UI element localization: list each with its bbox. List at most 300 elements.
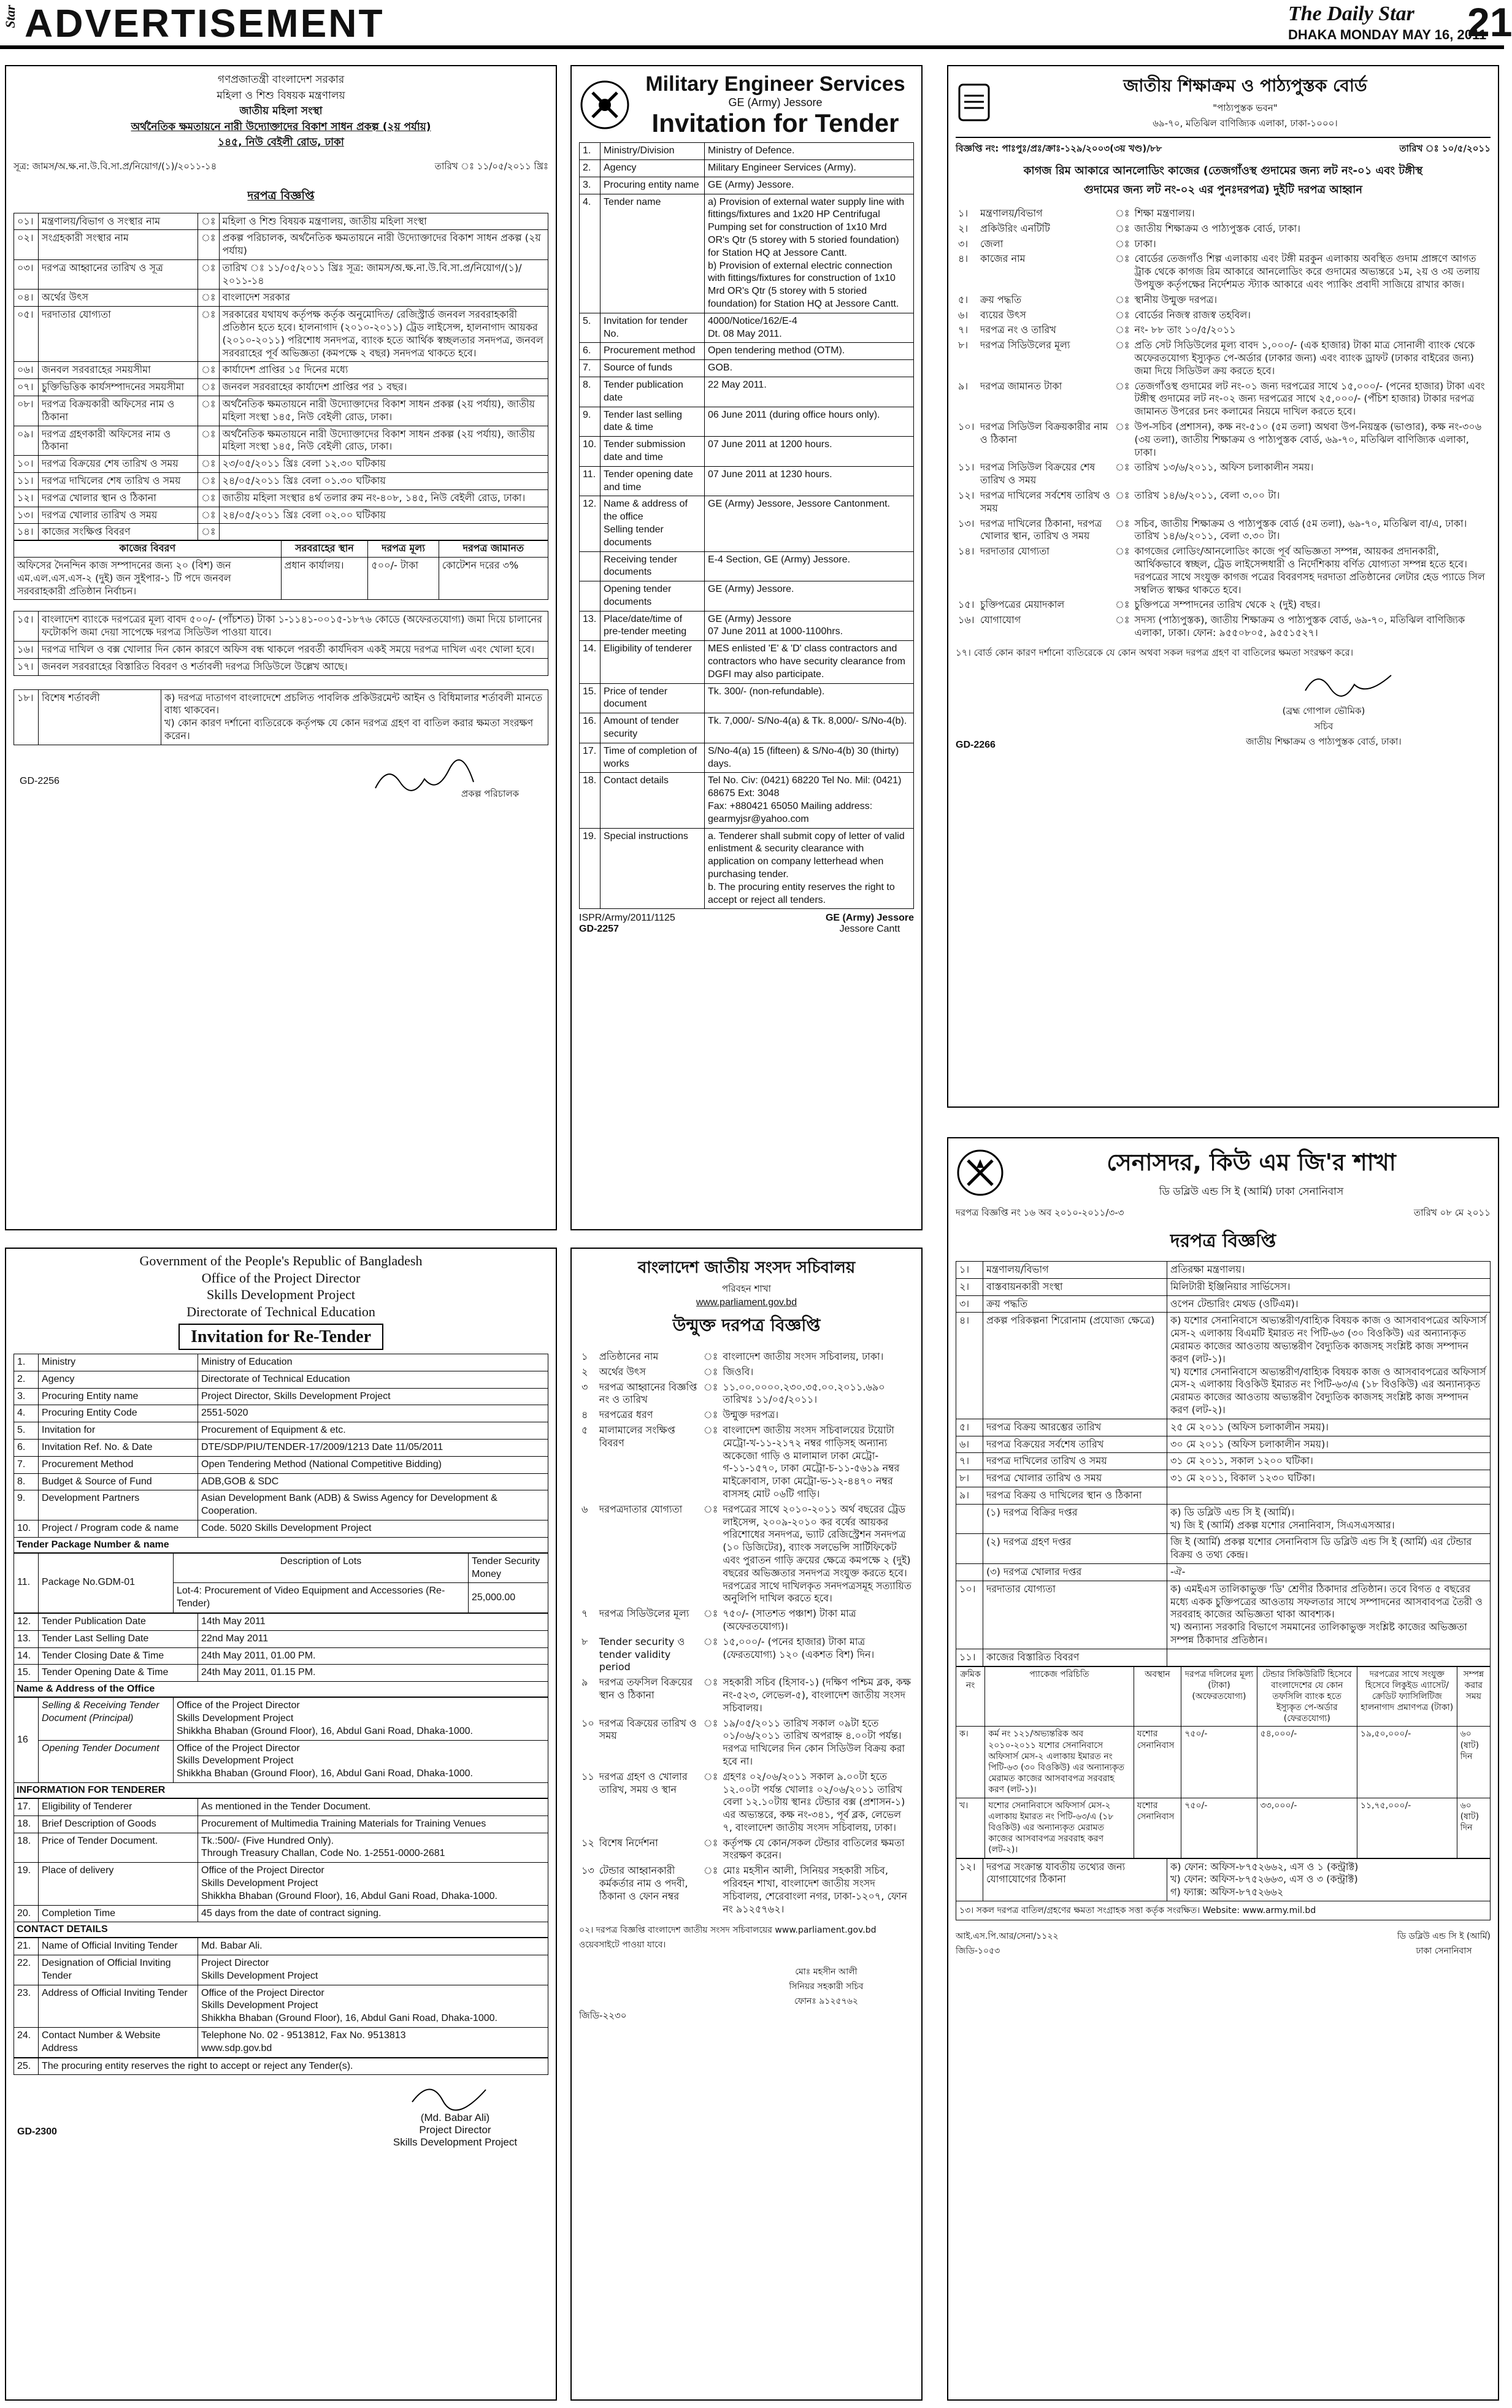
td: Tender name — [601, 194, 705, 313]
td: Invitation for — [39, 1422, 198, 1440]
td: দরপত্র বিক্রয় আরম্ভের তারিখ — [983, 1419, 1167, 1436]
td: 2. — [14, 1371, 39, 1388]
ad5-sign1: মোঃ মহসীন আলী — [795, 1967, 858, 1977]
table-row — [580, 713, 914, 743]
ad4-contact-head: CONTACT DETAILS — [13, 1922, 548, 1938]
table-row — [580, 143, 914, 160]
td: দরপত্র দাখিল ও বক্স খোলার দিন কোন কারণে অফিস বন্ধ থাকলে পরবর্তী কার্যদিবস একই সময়ে দরপত্র দাখিল এবং খোলা হবে। — [39, 642, 548, 659]
td: ১৩। — [958, 517, 975, 529]
td: ঃ — [198, 379, 220, 396]
td: Project / Program code & name — [39, 1520, 198, 1537]
td: 24th May 2011, 01.15 PM. — [198, 1665, 548, 1682]
page-header — [0, 0, 1512, 49]
ad1-line: গণপ্রজাতন্ত্রী বাংলাদেশ সরকার — [217, 74, 345, 86]
td: ঃ — [198, 456, 220, 473]
td: দরপত্র সংক্রান্ত যাবতীয় তথ্যের জন্য যোগাযোগের ঠিকানা — [983, 1858, 1167, 1901]
ad6-date: তারিখ ০৮ মে ২০১১ — [1413, 1207, 1491, 1218]
td: ২৪/০৫/২০১১ খ্রিঃ বেলা ০১.৩০ ঘটিকায় — [219, 473, 548, 490]
ad3-head2: গুদামের জন্য লট নং-০২ এর পুনঃদরপত্র) দুইটি দরপত্র আহ্বান — [1083, 183, 1363, 196]
td: Office of the Project Director Skills Development Project Shikkha Bhaban (Ground Floor), 16, Abdul Gani Road, Dhaka-1000. — [198, 1985, 548, 2027]
ad2-title: Military Engineer Services — [645, 72, 905, 96]
ad1-special-table — [13, 689, 548, 745]
table-row — [14, 489, 548, 507]
td: ১৮। — [14, 689, 39, 745]
td: ১৬। — [14, 642, 39, 659]
table-row — [14, 362, 548, 379]
td: ১৩ — [581, 1865, 594, 1877]
td — [219, 524, 548, 541]
table-row — [14, 1863, 548, 1905]
ad1-line: ১৪৫, নিউ বেইলী রোড, ঢাকা — [218, 136, 344, 148]
td: ৯ — [581, 1676, 588, 1689]
td: 1. — [580, 143, 601, 160]
td: Tel No. Civ: (0421) 68220 Tel No. Mil: (0421) 68675 Ext: 3048 Fax: +880421 65050 Mailing address: gearmyjsr@yahoo.com — [705, 773, 914, 828]
table-row — [14, 473, 548, 490]
td: Opening tender documents — [601, 581, 705, 612]
table-row — [14, 1630, 548, 1647]
td: ঃ — [198, 230, 220, 260]
td: মন্ত্রণালয়/বিভাগ — [980, 207, 1043, 219]
ad6-last: ১৩। সকল দরপত্র বাতিল/গ্রহণের ক্ষমতা সংগ্রাহক সত্তা কর্তৃক সংরক্ষিত। Website: www.army.mil.bd — [956, 1901, 1491, 1920]
td: ঃ — [703, 1409, 718, 1421]
td: ব্যয়ের উৎস — [980, 309, 1026, 321]
td: ঃ — [198, 473, 220, 490]
td: দরপত্র সিডিউল বিক্রয়ের শেষ তারিখ ও সময় — [980, 461, 1096, 486]
td: 4. — [580, 194, 601, 313]
td: যশোর সেনানিবাসে অফিসার্স মেস-২ এলাকায় ইমারত নং পিটি-৬৩/এ (১৮ বিওকিউ) এর অন্যান্যকৃত মেরামত কাজের আসবাবপত্র সরবরাহ করণ (লট-২)। — [985, 1798, 1134, 1858]
table-row — [580, 611, 914, 641]
td: সরকারের যথাযথ কর্তৃপক্ষ কর্তৃক অনুমোদিত/ রেজিস্ট্রার্ড জনবল সরবরাহকারী প্রতিষ্ঠান হতে হবে। হালনাগাদ (২০১০-২০১১) ট্রেড লাইসেন্স, হালনাগাদ আয়কর (২০১০-২০১১) পরিশোধ সনদপত্র, ব্যাংক হতে আর্থিক স্বচ্ছলতার সনদপত্র, জনবল সরবরাহের পূর্ব অভিজ্ঞতা (কমপক্ষে ২ বছর) সনদপত্র থাকতে হবে। — [219, 307, 548, 362]
td: 1. — [14, 1354, 39, 1371]
table-row — [956, 1419, 1491, 1436]
table-row — [956, 1534, 1491, 1564]
td: শিক্ষা মন্ত্রণালয়। — [1134, 207, 1195, 219]
td: (১) দরপত্র বিক্রির দপ্তর — [983, 1504, 1167, 1534]
td: দরপত্র দাখিলের শেষ তারিখ ও সময় — [39, 473, 198, 490]
table-row — [956, 1563, 1491, 1581]
table-row — [580, 773, 914, 828]
td: ক) এমইএস তালিকাভুক্ত 'ডি' শ্রেণীর ঠিকাদার প্রতিষ্ঠান। তবে বিগত ৫ বছরের মধ্যে একক চুক্তিপত্রের আওতায় সফলতার সাথে সম্পাদনের আসবাবপত্র তৈরী ও সরবরাহ কাজের অভিজ্ঞতা থাকা আবশ্যক। খ) অন্যান্য সরকারি বিভাগে সমমানের তালিকাভুক্ত সংশ্লিষ্ট কাজের অভিজ্ঞতা সম্পন্ন ঠিকাদার প্রতিষ্ঠান। — [1167, 1581, 1491, 1649]
td: Tender submission date and time — [601, 437, 705, 467]
ad4-pkg-table — [13, 1553, 548, 1613]
td: ১০ — [581, 1717, 594, 1729]
ad3-title: জাতীয় শিক্ষাক্রম ও পাঠ্যপুস্তক বোর্ড — [1123, 75, 1367, 96]
td: Tender opening date and time — [601, 466, 705, 496]
ad4-office-table — [13, 1697, 548, 1783]
ad5-url[interactable]: www.parliament.gov.bd — [696, 1297, 797, 1308]
td: Telephone No. 02 - 9513812, Fax No. 9513813 www.sdp.gov.bd — [198, 2028, 548, 2058]
td: 16. — [580, 713, 601, 743]
td: Procurement of Multimedia Training Materials for Training Venues — [198, 1816, 548, 1833]
td: ১৪। — [14, 524, 39, 541]
issue-date: DHAKA MONDAY MAY 16, 2011 — [1288, 27, 1487, 42]
table-row — [580, 437, 914, 467]
signature-image — [406, 2077, 492, 2114]
td: Procuring Entity Code — [39, 1405, 198, 1422]
td: ১১। — [958, 461, 975, 474]
td: 16 — [14, 1698, 39, 1783]
th: ক্রমিক নং — [956, 1666, 985, 1727]
td: ১০। — [956, 1581, 983, 1649]
table-row — [956, 293, 1491, 308]
td: সহকারী সচিব (হিসাব-১) (দক্ষিণ পশ্চিম ব্লক, কক্ষ নং-৫২৩, লেভেল-৫), বাংলাদেশ জাতীয় সংসদ সচিবালয়। — [723, 1676, 911, 1714]
td: 2551-5020 — [198, 1405, 548, 1422]
td: ঃ — [703, 1770, 718, 1782]
ad1-table — [13, 213, 548, 542]
td: ০৬। — [14, 362, 39, 379]
td: ৭ — [581, 1608, 588, 1620]
table-row — [580, 159, 914, 177]
td: বাংলাদেশ জাতীয় সংসদ সচিবালয়ের টয়োটা মেট্রো-খ-১১-২১৭২ নম্বর গাড়িসহ অন্যান্য অকেজো গাড়ি ও মালামাল ঢাকা মেট্রো-গ-১১-১৫৭০, ঢাকা মেট্রো-চ-১১-৫৬১৯ নম্বর মাইক্রোবাস, ঢাকা মেট্রো-ভ-১২-৪৪৭০ নম্বর বাসসহ মোট ০৬টি গাড়ি। — [723, 1424, 900, 1500]
td: ১৬। — [958, 614, 975, 626]
td: ৫ — [581, 1424, 588, 1436]
td: ঃ — [198, 289, 220, 307]
td: কাজের সংক্ষিপ্ত বিবরণ — [39, 524, 198, 541]
td: উপ-সচিব (প্রশাসন), কক্ষ নং-৫১০ (৫ম তলা) অথবা উপ-নিয়ন্ত্রক (ভাণ্ডার), কক্ষ নং-৩০৬ (৩য় তলা), জাতীয় শিক্ষাক্রম ও পাঠ্যপুস্তক বোর্ড, ৬৯-৭০, মতিঝিল বাণিজ্যিক এলাকা, ঢাকা। — [1134, 420, 1482, 458]
td: Tk. 7,000/- S/No-4(a) & Tk. 8,000/- S/No-4(b). — [705, 713, 914, 743]
td: মালামালের সংক্ষিপ্ত বিবরণ — [599, 1424, 675, 1449]
th: দরপত্রের সাথে সংযুক্ত হিসেবে লিকুইড এ্যাসেট/ক্রেডিট ফ্যাসিলিটিজ হালনাগাদ প্রমাণপত্র (টাকা) — [1357, 1666, 1457, 1727]
td: সদস্য (পাঠ্যপুস্তক), জাতীয় শিক্ষাক্রম ও পাঠ্যপুস্তক বোর্ড, ৬৯-৭০, মতিঝিল বাণিজ্যিক এলাকা, ঢাকা। ফোন: ৯৫৫০৮০৫, ৯৫৫১৫২৭। — [1134, 614, 1465, 638]
td: ৭। — [956, 1453, 983, 1470]
td: 7. — [580, 360, 601, 377]
td — [580, 551, 601, 581]
td: ০১। — [14, 213, 39, 230]
td: 4. — [14, 1405, 39, 1422]
td: ৩ — [581, 1381, 588, 1393]
td: Development Partners — [39, 1490, 198, 1520]
td: Price of tender document — [601, 683, 705, 713]
td: চুক্তিভিত্তিক কার্যসম্পাদনের সময়সীমা — [39, 379, 198, 396]
gd-code: জিডি-২২৩০ — [579, 2010, 627, 2022]
ad3-head1: কাগজ রিম আকারে আনলোডিং কাজের (তেজগাঁওস্থ গুদামের জন্য লট নং-০১ এবং টঙ্গীস্থ — [1023, 164, 1423, 177]
ad6-table — [956, 1261, 1491, 1666]
ad4-office: Office of the Project Director — [201, 1270, 361, 1286]
td: ২। — [956, 1278, 983, 1295]
table-row — [956, 1453, 1491, 1470]
td: ১১। — [14, 473, 39, 490]
ad4-dir: Directorate of Technical Education — [186, 1303, 375, 1319]
table-row — [956, 460, 1491, 488]
td: ১১,৭৫,০০০/- — [1357, 1798, 1457, 1858]
td: (৩) দরপত্র খোলার দপ্তর — [983, 1563, 1167, 1581]
td: GE (Army) Jessore. — [705, 177, 914, 194]
td: ৪। — [958, 253, 969, 265]
td: বোর্ডের তেজগাঁও শিল্প এলাকায় এবং টঙ্গী মরকুন এলাকায় অবস্থিত গুদাম প্রাঙ্গণে আগত ট্রাক থেকে কাগজ রিম আকারে আনলোডিং করে গুদামের অভ্যন্তরে ১ম, ২য় ও ৩য় তলায় উপযুক্ত কর্তৃপক্ষের নির্দেশমত স্ট্যাক আকারে এবং প্যাকিং প্রবাদী সাজিয়ে রাখার কাজ। — [1134, 253, 1480, 290]
table-row — [956, 1798, 1491, 1858]
td: Ministry — [39, 1354, 198, 1371]
td: ১২ — [581, 1836, 594, 1849]
td: তারিখ ১৪/৬/২০১১, বেলা ৩.০০ টা। — [1134, 489, 1280, 501]
td: Completion Time — [39, 1905, 198, 1922]
td: প্রধান কার্যালয়। — [281, 558, 368, 600]
td: ১। — [956, 1262, 983, 1279]
td: ৭৫০/- — [1181, 1727, 1257, 1798]
td: প্রকিউরিং এনটিটি — [980, 222, 1050, 234]
table-row — [956, 308, 1491, 323]
td: a. Tenderer shall submit copy of letter of valid enlistment & security clearance with application on company letterhead when purchasing tender. b. The procuring entity reserves the right to accept or reject all tenders. — [705, 828, 914, 909]
td: 14th May 2011 — [198, 1613, 548, 1630]
table-row — [14, 1955, 548, 1985]
td: 13. — [580, 611, 601, 641]
td: Procurement Method — [39, 1456, 198, 1473]
td: 12. — [580, 496, 601, 551]
td: জনবল সরবরাহের বিস্তারিত বিবরণ ও শর্তাবলী দরপত্র সিডিউলে উল্লেখ আছে। — [39, 658, 548, 675]
table-row — [14, 1613, 548, 1630]
td: ৬০ (ষাট) দিন — [1457, 1727, 1490, 1798]
td: Code. 5020 Skills Development Project — [198, 1520, 548, 1537]
td: ঃ — [1115, 309, 1130, 321]
table-row — [14, 456, 548, 473]
td: Contact Number & Website Address — [39, 2028, 198, 2058]
td: Tk.:500/- (Five Hundred Only). Through Treasury Challan, Code No. 1-2551-0000-2681 — [198, 1833, 548, 1863]
ad-mohila-sangstha — [5, 65, 557, 1230]
table-row — [14, 524, 548, 541]
td: জনবল সরবরাহের সময়সীমা — [39, 362, 198, 379]
table-row — [580, 313, 914, 343]
td: ওপেন টেন্ডারিং মেথড (ওটিএম)। — [1167, 1295, 1491, 1313]
td: ৮। — [958, 339, 969, 351]
td: জনবল সরবরাহের কার্যাদেশ প্রাপ্তির পর ১ বছর। — [219, 379, 548, 396]
td: ক) যশোর সেনানিবাসে অভ্যন্তরীণ/বাহ্যিক বিষয়ক কাজ ও আসবাবপত্রের অফিসার্স মেস-২ এলাকায় বিএমটি ইমারত নং পিটি-৬৩ (৩০ বিওকিউ) এর অন্যান্যকৃত মেরামত কাজের আওতায় অভ্যন্তরীণ বৈদ্যুতিক কাজসহ সংশ্লিষ্ট কাজ সম্পাদন করণ (লট-১)। খ) যশোর সেনানিবাসে অভ্যন্তরীণ/বাহ্যিক বিষয়ক কাজ ও আসবাবপত্রের অফিসার্স মেস-২ এলাকায় বিওকিউ ইমারত নং পিটি-৬৩/এ (১৮ বিওকিউ) এর অন্যান্যকৃত মেরামত কাজের আওতায় অভ্যন্তরীণ বৈদ্যুতিক কাজসহ সংশ্লিষ্ট কাজ সম্পাদন করণ (লট-২)। — [1167, 1313, 1491, 1419]
td: ঃ — [703, 1503, 718, 1515]
td: Asian Development Bank (ADB) & Swiss Agency for Development & Cooperation. — [198, 1490, 548, 1520]
td: 24. — [14, 2028, 39, 2058]
td — [1167, 1649, 1491, 1666]
td: অর্থের উৎস — [39, 289, 198, 307]
td: Ministry of Education — [198, 1354, 548, 1371]
table-row — [14, 2028, 548, 2058]
ad-parliament — [570, 1248, 923, 2401]
td: যশোর সেনানিবাস — [1134, 1727, 1181, 1798]
ad4-sign3: Skills Development Project — [393, 2136, 518, 2149]
td: 9. — [580, 407, 601, 437]
ad2-head: Invitation for Tender — [651, 109, 899, 137]
th: কাজের বিবরণ — [14, 540, 282, 558]
td: ঃ — [198, 396, 220, 426]
td: Invitation Ref. No. & Date — [39, 1439, 198, 1456]
table-row — [14, 1833, 548, 1863]
table-row — [579, 1365, 914, 1380]
td: দরপত্র তফসিল বিক্রয়ের স্থান ও ঠিকানা — [599, 1676, 693, 1701]
td: 24th May 2011, 01.00 PM. — [198, 1647, 548, 1665]
td: ২৫ মে ২০১১ (অফিস চলাকালীন সময়)। — [1167, 1419, 1491, 1436]
td: 25,000.00 — [469, 1583, 548, 1613]
td: Military Engineer Services (Army). — [705, 159, 914, 177]
td: ৮ — [581, 1635, 588, 1647]
signature-image — [1299, 666, 1397, 703]
table-row — [14, 1422, 548, 1440]
td: দরপত্র দাখিলের ঠিকানা, দরপত্র খোলার স্থান, তারিখ ও সময় — [980, 517, 1102, 542]
td: 2. — [580, 159, 601, 177]
td: 07 June 2011 at 1200 hours. — [705, 437, 914, 467]
ispr-code: ISPR/Army/2011/1125 — [579, 913, 675, 924]
td: Office of the Project Director Skills Development Project Shikkha Bhaban (Ground Floor), 16, Abdul Gani Road, Dhaka-1000. — [174, 1698, 548, 1740]
td: মোঃ মহসীন আলী, সিনিয়র সহকারী সচিব, পরিবহন শাখা, বাংলাদেশ জাতীয় সংসদ সচিবালয়, শেরেবাংলা নগর, ঢাকা-১২০৭, ফোন নং ৯১২৫৭৬২। — [723, 1865, 907, 1915]
td: ঃ — [1115, 599, 1130, 611]
th: দরপত্র দলিলের মূল্য (টাকা) (অফেরতযোগ্য) — [1181, 1666, 1257, 1727]
td: 07 June 2011 at 1230 hours. — [705, 466, 914, 496]
table-row — [579, 1349, 914, 1365]
td: a) Provision of external water supply line with fittings/fixtures and 1x20 HP Centrifugal Pumping set for construction of 1x10 Mrd OR's Qtr (5 storey with 5 storied foundation) for Station HQ at Jessore Cantt. b) Provision of external electric connection with fittings/fixtures for construction of 1x10 Mrd OR's Qtr (5 storey with 5 storied foundation) for Station HQ at Jessore Cantt. — [705, 194, 914, 313]
td: Package No.GDM-01 — [39, 1553, 174, 1612]
td: ৪। — [956, 1313, 983, 1419]
td: 22nd May 2011 — [198, 1630, 548, 1647]
gd-code: জিডি-১০৫৩ — [956, 1946, 1000, 1956]
td: ঃ — [703, 1365, 718, 1378]
ad1-work-table — [13, 540, 548, 600]
td: ঃ — [1115, 324, 1130, 336]
th: দরপত্র জামানত — [439, 540, 548, 558]
td: ৬০ (ষাট) দিন — [1457, 1798, 1490, 1858]
td: যশোর সেনানিবাস — [1134, 1798, 1181, 1858]
ad1-notice-title: দরপত্র বিজ্ঞপ্তি — [247, 188, 315, 202]
td: প্রকল্প পরিকল্পনা শিরোনাম (প্রযোজ্য ক্ষেত্রে) — [983, 1313, 1167, 1419]
ad3-date: তারিখ ঃ ১০/৫/২০১১ — [1399, 143, 1491, 154]
td: ২। — [958, 222, 969, 234]
table-row — [14, 289, 548, 307]
td: ক) ফোন: অফিস-৮৭৫২৬৬২, এস ও ১ (কন্ট্রাক্ট) খ) ফোন: অফিস-৮৭৫২৬৬৩, এস ও ৩ (কন্ট্রাক্ট) গ) ফ্যাক্স: অফিস-৮৭৫২৬৬২ — [1167, 1858, 1491, 1901]
ad6-detail-table — [956, 1666, 1491, 1858]
td: Project Director Skills Development Project — [198, 1955, 548, 1985]
ad1-line: অর্থনৈতিক ক্ষমতায়নে নারী উদ্যোক্তাদের বিকাশ সাধন প্রকল্প (২য় পর্যায়) — [131, 120, 431, 133]
ad5-head: উন্মুক্ত দরপত্র বিজ্ঞপ্তি — [672, 1315, 821, 1335]
td — [161, 689, 548, 745]
table-row — [580, 194, 914, 313]
td: ঃ — [703, 1381, 718, 1393]
table-header-row — [956, 1666, 1491, 1727]
ad4-pkg-head: Tender Package Number & name — [13, 1538, 548, 1553]
ad4-proj: Skills Development Project — [207, 1287, 355, 1302]
ad1-date: তারিখ ঃ ১১/০৫/২০১১ খ্রিঃ — [434, 160, 548, 172]
td: 3. — [14, 1388, 39, 1405]
table-row — [580, 466, 914, 496]
td: 18. — [580, 773, 601, 828]
gd-code: GD-2256 — [20, 775, 59, 786]
table-row — [579, 1635, 914, 1675]
td: দরপত্র আহ্বানের তারিখ ও সূত্র — [39, 259, 198, 289]
ad4-info-head: INFORMATION FOR TENDERER — [13, 1783, 548, 1798]
table-row — [14, 379, 548, 396]
td: ঃ — [198, 213, 220, 230]
td: 45 days from the date of contract signing. — [198, 1905, 548, 1922]
ad5-sign3: ফোনঃ ৯১২৫৭৬২ — [794, 1996, 858, 2007]
ad1-line: জাতীয় মহিলা সংস্থা — [239, 105, 323, 117]
ad4-last-table — [13, 2058, 548, 2076]
ad1-sign: প্রকল্প পরিচালক — [461, 788, 520, 799]
mes-emblem-icon — [579, 79, 631, 131]
table-row — [956, 1487, 1491, 1504]
td: ঃ — [703, 1865, 718, 1877]
ad6-ref: দরপত্র বিজ্ঞপ্তি নং ১৬ অব ২০১০-২০১১/৩-৩ — [956, 1207, 1124, 1218]
table-row — [580, 377, 914, 407]
td: কর্ম নং ১২১/অভ্যন্তরিক অব ২০১০-২০১১ যশোর সেনানিবাসে অফিসার্স মেস-২ এলাকায় ইমারত নং পিটি-৬৩ (৩০ বিওকিউ) এর অন্যান্যকৃত মেরামত কাজের আসবাবপত্র সরবরাহ করণ (লট-১)। — [985, 1727, 1134, 1798]
gd-code: GD-2266 — [956, 739, 996, 750]
ad1-notes-table — [13, 611, 548, 675]
td: ২ — [581, 1365, 588, 1378]
td — [956, 1563, 983, 1581]
td: Amount of tender security — [601, 713, 705, 743]
table-row — [580, 641, 914, 683]
td: 18. — [14, 1833, 39, 1863]
td: Name of Official Inviting Tender — [39, 1938, 198, 1955]
gd-code: GD-2300 — [17, 2126, 57, 2138]
td: 11. — [580, 466, 601, 496]
ad4-sign2: Project Director — [419, 2124, 491, 2136]
td: Place/date/time of pre-tender meeting — [601, 611, 705, 641]
table-row — [580, 743, 914, 773]
td: ৩। — [958, 237, 969, 250]
td: Tender security ও tender validity period — [599, 1635, 685, 1673]
td: দরদাতার যোগ্যতা — [980, 545, 1050, 558]
ad5-table — [579, 1349, 914, 1917]
td: ঃ — [1115, 420, 1130, 432]
table-row — [14, 259, 548, 289]
table-row — [14, 1905, 548, 1922]
td: কাজের বিস্তারিত বিবরণ — [983, 1649, 1167, 1666]
ad4-gov: Government of the People's Republic of Bangladesh — [139, 1253, 423, 1268]
table-row — [580, 360, 914, 377]
ad3-signorg: জাতীয় শিক্ষাক্রম ও পাঠ্যপুস্তক বোর্ড, ঢাকা। — [1246, 735, 1402, 747]
table-row — [956, 1436, 1491, 1453]
td — [956, 1504, 983, 1534]
table-row — [14, 1473, 548, 1490]
td: ঃ — [703, 1676, 718, 1689]
ad6-sign2: ঢাকা সেনানিবাস — [1416, 1946, 1472, 1956]
th: টেন্ডার সিকিউরিটি হিসেবে বাংলাদেশের যে কোন তফসিলি ব্যাংক হতে ইস্যুকৃত পে-অর্ডার (ফেরতযোগ্য) — [1257, 1666, 1357, 1727]
td: ঃ — [1115, 253, 1130, 265]
td: Tender Opening Date & Time — [39, 1665, 198, 1682]
td: Procurement method — [601, 343, 705, 360]
td: দরপত্রের সাথে ২০১০-২০১১ অর্থ বছরের ট্রেড লাইসেন্স, ২০০৯-২০১০ কর বর্ষের আয়কর পরিশোধের সনদপত্র, ভ্যাট রেজিস্ট্রেশন সনদপত্র (১০ ডিজিটের), ব্যাংক সলভেন্সি সার্টিফিকেট এবং পুরাতন গাড়ি ক্রয়ের ক্ষেত্রে কমপক্ষে ২ (দুই) বছরের অভিজ্ঞতার সনদপত্র সংযুক্ত করতে হবে। দরপত্রের সাথে দাখিলকৃত সনদপত্রসমূহ সত্যায়িত অনুলিপি দাখিল করতে হবে। — [723, 1503, 911, 1605]
td: Office of the Project Director Skills Development Project Shikkha Bhaban (Ground Floor), 16, Abdul Gani Road, Dhaka-1000. — [198, 1863, 548, 1905]
td: ৬। — [956, 1436, 983, 1453]
table-row — [14, 1816, 548, 1833]
td: ১৯,৫০,০০০/- — [1357, 1727, 1457, 1798]
td: Description of Lots — [174, 1553, 469, 1583]
td: -ঐ- — [1167, 1563, 1491, 1581]
td: ঃ — [703, 1635, 718, 1647]
td: দরপত্র বিক্রয়ের তারিখ ও সময় — [599, 1717, 697, 1742]
td: ২৪/০৫/২০১১ খ্রিঃ বেলা ০২.০০ ঘটিকায় — [219, 507, 548, 524]
table-row — [14, 1405, 548, 1422]
th: দরপত্র মূল্য — [368, 540, 439, 558]
td: Procuring Entity name — [39, 1388, 198, 1405]
td: Eligibility of Tenderer — [39, 1798, 198, 1816]
td: 18. — [14, 1816, 39, 1833]
td: জি ই (আর্মি) প্রকল্প যশোর সেনানিবাস ডি ডব্লিউ এন্ড সি ই (আর্মি) এর টেন্ডার বিক্রয় ও তথ্য কেন্দ্র। — [1167, 1534, 1491, 1564]
table-row — [14, 1371, 548, 1388]
td: 12. — [14, 1613, 39, 1630]
td: 17. — [14, 1798, 39, 1816]
td: Designation of Official Inviting Tender — [39, 1955, 198, 1985]
th: অবস্থান — [1134, 1666, 1181, 1727]
table-row — [579, 1606, 914, 1635]
td: গ্রহণঃ ০২/০৬/২০১১ সকাল ৯.০০টা হতে ১২.০০টা পর্যন্ত খোলাঃ ০২/০৬/২০১১ তারিখ বেলা ১২.১০টায় স্থানঃ টেন্ডার বক্স (প্রশাসন-১) এর অভ্যন্তরে, কক্ষ নং-৩৪১, পূর্ব ব্লক, লেভেল ৭, বাংলাদেশ জাতীয় সংসদ সচিবালয়, ঢাকা। — [723, 1770, 905, 1833]
td: (২) দরপত্র গ্রহণ দপ্তর — [983, 1534, 1167, 1564]
ad3-signtitle: সচিব — [1314, 720, 1334, 732]
ad6-sign1: ডি ডব্লিউ এন্ড সি ই (আর্মি) — [1397, 1931, 1491, 1941]
ad4-dates-table — [13, 1613, 548, 1682]
td: ঃ — [198, 426, 220, 456]
td: Procuring entity name — [601, 177, 705, 194]
td: GOB. — [705, 360, 914, 377]
ad3-signname: (ব্রহ্ম গোপাল ভৌমিক) — [1282, 705, 1365, 716]
td: S/No-4(a) 15 (fifteen) & S/No-4(b) 30 (thirty) days. — [705, 743, 914, 773]
td: দরদাতার যোগ্যতা — [39, 307, 198, 362]
td: চুক্তিপত্রে সম্পাদনের তারিখ থেকে ২ (দুই) বছর। — [1134, 599, 1321, 611]
td: 8. — [580, 377, 601, 407]
